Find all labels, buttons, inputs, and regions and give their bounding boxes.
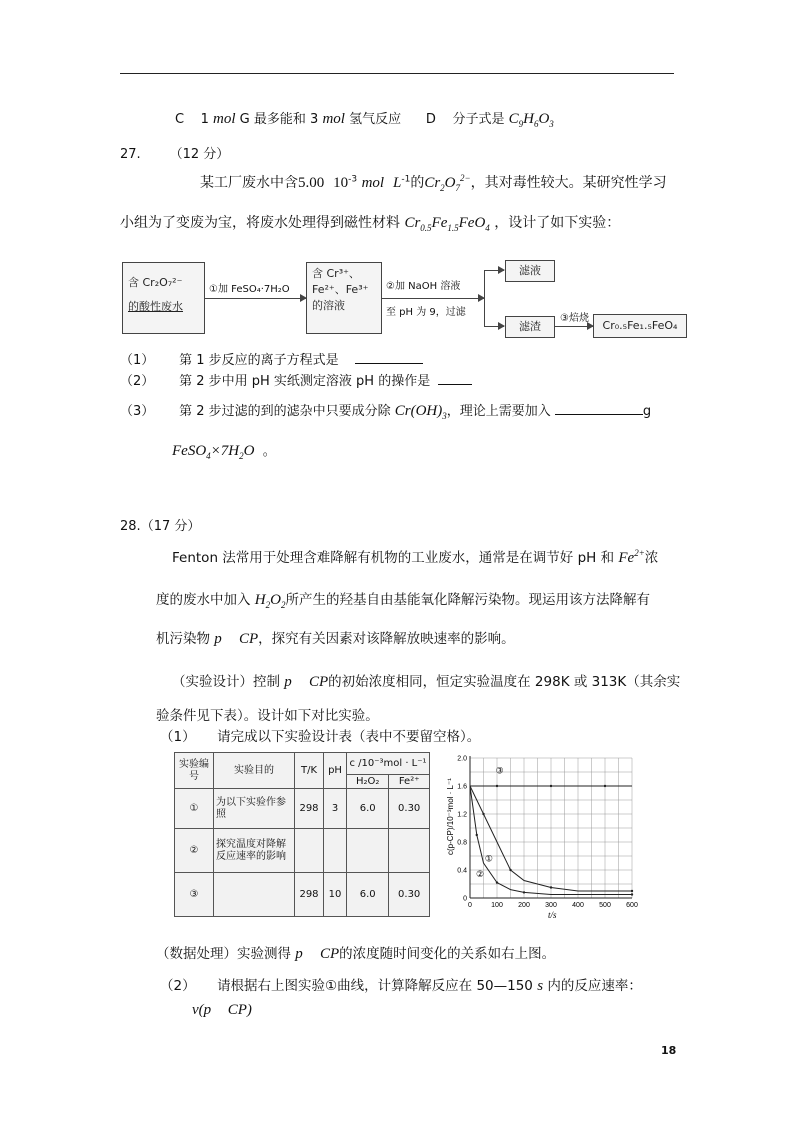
q28-q2-num: （2） (160, 978, 196, 994)
data-point (509, 869, 511, 871)
flow-box2-line3: 的溶液 (312, 299, 345, 312)
flow-step1-label: ①加 FeSO₄·7H₂O (209, 284, 290, 295)
q27-q2 (120, 370, 472, 389)
x-tick-label: 500 (599, 902, 611, 909)
series-label: ② (475, 870, 485, 880)
q27-q1 (120, 349, 423, 368)
q28-number: 28. (120, 519, 141, 534)
q28-p6-p: p (295, 946, 303, 962)
series-label: ③ (495, 766, 504, 777)
table-cell-no: ① (175, 789, 214, 829)
chart-x-label: t/s (548, 910, 557, 920)
q28-p5: 验条件见下表）。设计如下对比实验。 (156, 708, 379, 724)
flow-arrow-residue (484, 326, 504, 327)
y-tick-label: 0.8 (457, 839, 467, 847)
data-point (496, 785, 498, 787)
option-c-mid: G 最多能和 3 (239, 112, 319, 127)
flow-box-filtrate: 滤液 (505, 260, 555, 282)
q27-score: （12 分） (169, 147, 230, 162)
x-tick-label: 100 (491, 902, 503, 909)
q27-l: L (393, 175, 402, 191)
q28-q2-cp: CP) (227, 1002, 252, 1018)
series-label: ① (484, 854, 493, 865)
table-cell-t: 298 (295, 789, 324, 829)
q27-exp: -3 (348, 174, 358, 185)
q28-q2 (160, 974, 642, 995)
q28-q2-s: s (537, 978, 544, 994)
q28-p3-text: 机污染物 (156, 631, 210, 647)
table-cell-h2o2: 6.0 (347, 873, 389, 917)
flow-arrow-filtrate (484, 270, 504, 271)
q28-p4 (172, 670, 680, 691)
table-header-t: T/K (295, 753, 324, 789)
q27-header (120, 143, 229, 162)
option-d-formula: $C_9H_6O_3$ (508, 111, 554, 129)
q28-p3-cp: CP (238, 631, 259, 647)
q28-q1 (160, 725, 480, 745)
q27-q3-num: （3） (120, 404, 155, 419)
flow-box-residue: 滤渣 (505, 316, 555, 338)
table-cell-fe: 0.30 (389, 789, 430, 829)
q27-q3-formula: $Cr(OH)_3$ (394, 403, 447, 421)
q27-q3-line2 (172, 440, 276, 461)
y-tick-label: 1.2 (457, 811, 467, 819)
q27-cr2o7: $Cr_2O_7^{2-}$ (424, 173, 471, 193)
table-cell-t: 298 (295, 873, 324, 917)
data-point (631, 893, 633, 895)
y-tick-label: 0.4 (457, 867, 467, 875)
data-point (631, 890, 633, 892)
option-c-mol: mol (213, 111, 236, 127)
q27-q1-text: 第 1 步反应的离子方程式是 (179, 353, 339, 368)
table-header-no: 实验编号 (175, 753, 214, 789)
q28-fe2-formula: $Fe^{2+}$ (618, 548, 645, 566)
flow-box2-line2: Fe²⁺、Fe³⁺ (312, 283, 369, 296)
q28-h2o2-formula: $H_2O_2$ (254, 592, 286, 610)
x-tick-label: 600 (626, 902, 638, 909)
q28-p6-tail: 的浓度随时间变化的关系如右上图。 (339, 946, 556, 962)
q27-intro-line1 (200, 172, 667, 193)
q28-header (120, 515, 200, 534)
page-number: 18 (661, 1044, 677, 1057)
flow-box-product: Cr₀.₅Fe₁.₅FeO₄ (593, 314, 687, 338)
table-cell-h2o2: 6.0 (347, 789, 389, 829)
x-tick-label: 400 (572, 902, 584, 909)
q27-q3 (120, 400, 651, 421)
table-header-h2o2: H₂O₂ (347, 775, 389, 789)
table-cell-aim: 探究温度对降解反应速率的影响 (214, 829, 295, 873)
option-c-label: C (175, 112, 185, 127)
option-c-text: 氢气反应 (349, 112, 402, 127)
table-cell-ph[interactable] (324, 829, 347, 873)
table-cell-ph: 10 (324, 873, 347, 917)
q28-p3-tail: ，探究有关因素对该降解放映速率的影响。 (258, 631, 515, 647)
q27-conc: 5.00 (298, 175, 325, 191)
chart-grid (470, 758, 632, 898)
option-d-label: D (425, 112, 436, 127)
q28-p6-cp: CP (319, 946, 340, 962)
q27-q3-unit: g (642, 404, 652, 419)
data-point (476, 834, 478, 836)
y-tick-label: 1.6 (457, 783, 467, 791)
chart-series (470, 766, 633, 895)
table-row (175, 829, 430, 873)
q27-q1-num: （1） (120, 353, 155, 368)
q28-q1-text: 请完成以下实验设计表（表中不要留空格）。 (217, 729, 481, 745)
table-row (175, 789, 430, 829)
table-cell-fe: 0.30 (389, 873, 430, 917)
q28-p2-tail: 所产生的羟基自由基能氧化降解污染物。现运用该方法降解有 (285, 592, 650, 608)
q28-p4-p: p (284, 674, 292, 690)
flow-box-solution (306, 262, 382, 334)
q27-l-exp: -1 (401, 174, 411, 185)
q28-p2-text: 度的废水中加入 (156, 592, 251, 608)
flow-branch-line (484, 270, 485, 326)
q27-q3-answer-blank[interactable] (555, 402, 643, 415)
q28-p4-tail: 的初始浓度相同，恒定实验温度在 298K 或 313K（其余实 (328, 674, 681, 690)
experiment-design-table (174, 752, 430, 917)
q27-q3-end: 。 (262, 444, 276, 459)
data-point (550, 785, 552, 787)
q27-de: 的 (410, 175, 425, 191)
q27-intro2-text: 小组为了变废为宝，将废水处理得到磁性材料 (120, 215, 400, 231)
table-header-c: c /10⁻³mol · L⁻¹ (347, 753, 430, 775)
flow-box1-line2: 的酸性废水 (128, 300, 183, 313)
y-tick-label: 2.0 (457, 755, 467, 763)
q27-intro-tail: ，其对毒性较大。某研究性学习 (470, 175, 667, 191)
q28-p3-p: p (214, 631, 222, 647)
q27-intro-line2 (120, 212, 620, 233)
option-c-mol2: mol (322, 111, 345, 127)
data-point (550, 886, 552, 888)
q28-q2-rate (192, 1002, 252, 1019)
option-d-text: 分子式是 (452, 112, 505, 127)
q28-p3 (156, 627, 515, 648)
flow-arrow-2 (382, 298, 484, 299)
flow-step2-label1: ②加 NaOH 溶液 (386, 281, 461, 292)
chart-y-label: c(p-CP)/10⁻³mol · L⁻¹ (446, 778, 455, 855)
flow-box-wastewater (122, 262, 205, 334)
table-row (175, 873, 430, 917)
q27-product-formula: $Cr_{0.5}Fe_{1.5}FeO_4$ (404, 215, 490, 233)
table-cell-no: ② (175, 829, 214, 873)
q28-p1-text: Fenton 法常用于处理含难降解有机物的工业废水，通常是在调节好 pH 和 (172, 550, 615, 566)
q28-q1-num: （1） (160, 729, 196, 745)
table-cell-no: ③ (175, 873, 214, 917)
q26-options (175, 108, 554, 129)
q28-p6-text: （数据处理）实验测得 (156, 946, 291, 962)
q28-p1-tail: 浓 (644, 550, 659, 566)
q27-intro2-tail: ，设计了如下实验： (494, 215, 621, 231)
table-cell-h2o2[interactable] (347, 829, 389, 873)
q27-q3-text: 第 2 步过滤的到的滤杂中只要成分除 (179, 404, 391, 419)
q27-q2-text: 第 2 步中用 pH 实纸测定溶液 pH 的操作是 (179, 374, 431, 389)
table-cell-t[interactable] (295, 829, 324, 873)
header-rule (120, 73, 674, 74)
q27-q3-formula2: $FeSO_4\times 7H_2O$ (172, 443, 255, 461)
data-point (482, 813, 484, 815)
q28-p1 (172, 546, 658, 567)
q28-p2 (156, 588, 650, 610)
q27-q2-answer-blank[interactable] (438, 372, 472, 385)
option-c-num: 1 (200, 112, 209, 127)
q27-q3-text2: ，理论上需要加入 (446, 404, 551, 419)
q28-score: （17 分） (140, 519, 201, 534)
q27-ten: 10 (333, 175, 349, 191)
flow-box1-line1: 含 Cr₂O₇²⁻ (128, 276, 183, 289)
q28-q2-tail: 内的反应速率： (547, 978, 642, 994)
flow-arrow-3 (555, 326, 593, 327)
table-cell-aim: 为以下实验作参照 (214, 789, 295, 829)
table-cell-fe[interactable] (389, 829, 430, 873)
q27-mol: mol (361, 175, 385, 191)
q28-p4-cp: CP (308, 674, 329, 690)
flow-box2-line1: 含 Cr³⁺、 (312, 267, 360, 280)
table-header-aim: 实验目的 (214, 753, 295, 789)
x-tick-label: 300 (545, 902, 557, 909)
q28-q2-text: 请根据右上图实验①曲线，计算降解反应在 50—150 (217, 978, 533, 994)
q28-q2-v: v(p (192, 1002, 212, 1018)
q28-p6 (156, 942, 555, 963)
flow-step3-label: ③焙烧 (560, 313, 589, 324)
table-cell-aim[interactable] (214, 873, 295, 917)
x-tick-label: 200 (518, 902, 530, 909)
data-point (496, 881, 498, 883)
data-point (523, 891, 525, 893)
y-tick-label: 0 (463, 895, 467, 903)
q27-number: 27. (120, 147, 141, 162)
table-header-fe: Fe²⁺ (389, 775, 430, 789)
q27-intro-text: 某工厂废水中含 (200, 175, 298, 191)
table-cell-ph: 3 (324, 789, 347, 829)
q27-q1-answer-blank[interactable] (355, 351, 423, 364)
flow-arrow-1 (205, 298, 306, 299)
chart-ticks (457, 756, 638, 910)
concentration-time-chart (440, 750, 650, 922)
x-tick-label: 0 (468, 902, 472, 909)
flow-step2-label2: 至 pH 为 9，过滤 (386, 307, 466, 318)
table-header-ph: pH (324, 753, 347, 789)
data-point (604, 785, 606, 787)
q27-q2-num: （2） (120, 374, 155, 389)
q28-p4-text: （实验设计）控制 (172, 674, 280, 690)
